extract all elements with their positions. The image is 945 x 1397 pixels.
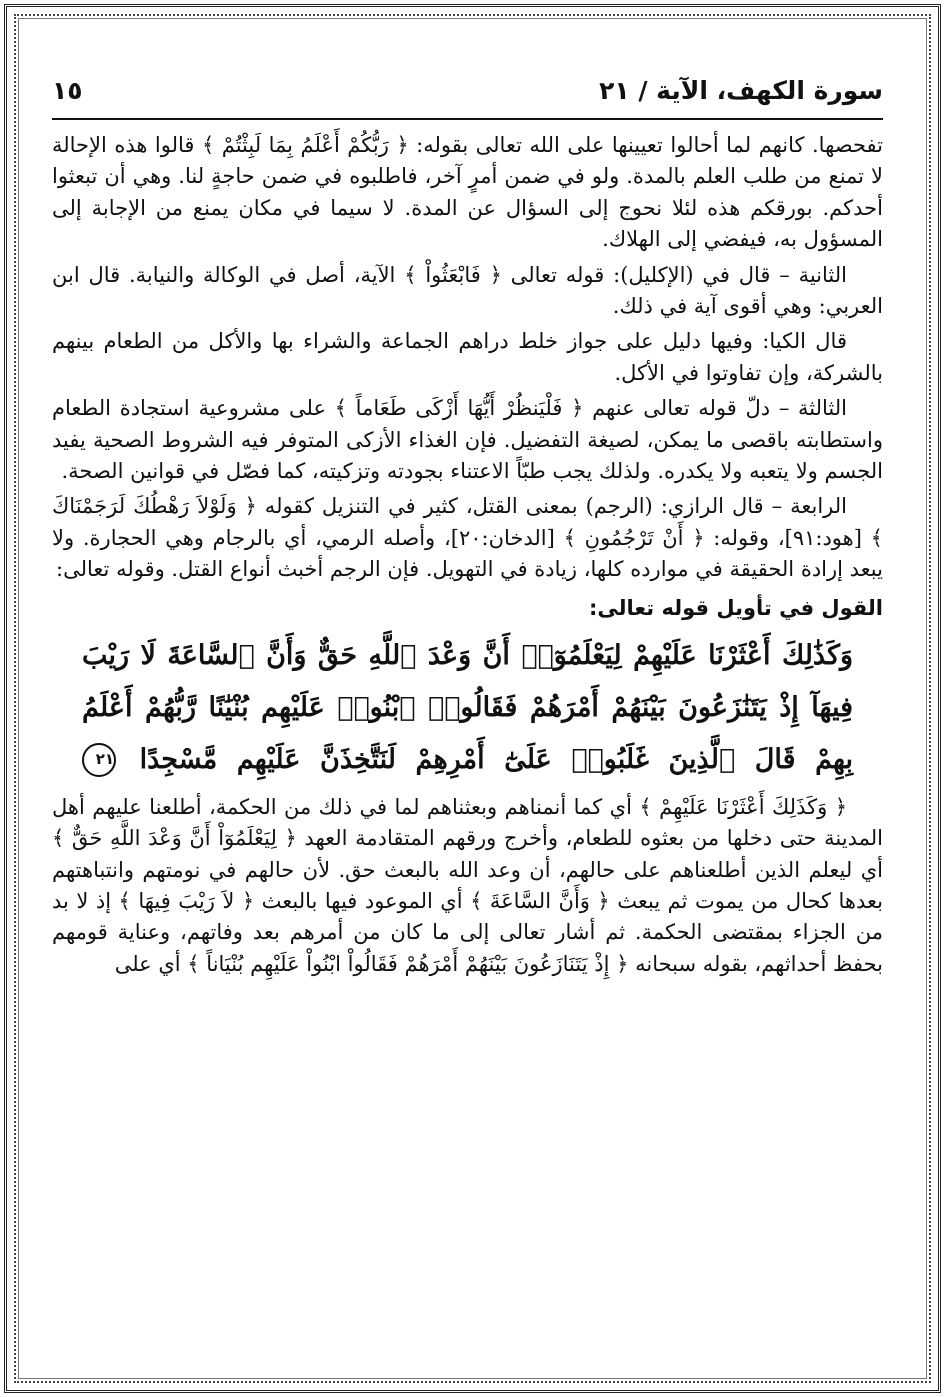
quran-verse-block (82, 630, 853, 786)
quran-verse-text: وَكَذَٰلِكَ أَعْثَرْنَا عَلَيْهِمْ لِيَعْلَمُوٓا۟ أَنَّ وَعْدَ ٱللَّهِ حَقٌّ وَأَنَّ ٱلسَّاعَةَ لَا رَيْبَ فِيهَآ إِذْ يَتَنَٰزَعُونَ بَيْنَهُمْ أَمْرَهُمْ فَقَالُوا۟ ٱبْنُوا۟ عَلَيْهِم بُنْيَٰنًا رَّبُّهُمْ أَعْلَمُ بِهِمْ قَالَ ٱلَّذِينَ غَلَبُوا۟ عَلَىٰٓ أَمْرِهِمْ لَنَتَّخِذَنَّ عَلَيْهِم مَّسْجِدًا (82, 639, 853, 775)
section-heading: القول في تأويل قوله تعالى: (589, 595, 883, 620)
paragraph: تفحصها. كانهم لما أحالوا تعيينها على الله تعالى بقوله: ﴿ رَبُّكُمْ أَعْلَمُ بِمَا لَبِثْتُمْ ﴾ قالوا هذه الإحالة لا تمنع من طلب العلم بالمدة. ولو في ضمن أمرٍ آخر، فاطلبوه في ضمن حاجةٍ لنا. وهي أن تبعثوا أحدكم. بورقكم هذه لئلا نحوج إلى السؤال عن المدة. لا سيما في مكان يمنع من الإجابة إلى المسؤول به، فيفضي إلى الهلاك. (52, 133, 883, 252)
paragraph: ﴿ وَكَذَلِكَ أَعْثَرْنَا عَلَيْهِمْ ﴾ أي كما أنمناهم وبعثناهم لما في ذلك من الحكمة، أطلعنا عليهم أهل المدينة حتى دخلها من بعثوه للطعام، وأخرج ورقهم المتقادمة العهد ﴿ لِيَعْلَمُوٓاْ أَنَّ وَعْدَ اللَّهِ حَقٌّ ﴾ أي ليعلم الذين أطلعناهم على حالهم، أن وعد الله بالبعث حق. لأن حالهم في نومتهم وانتباهتهم بعدها كحال من يموت ثم يبعث ﴿ وَأَنَّ السَّاعَةَ ﴾ أي الموعود فيها بالبعث ﴿ لاَ رَيْبَ فِيهَا ﴾ إذ لا بد من الجزاء بمقتضى الحكمة. ثم أشار تعالى إلى ما كان من أمرهم بعد وفاتهم، وعناية قومهم بحفظ أحداثهم، بقوله سبحانه ﴿ إِذْ يَتَنَازَعُونَ بَيْنَهُمْ أَمْرَهُمْ فَقَالُواْ ابْنُواْ عَلَيْهِم بُنْيَاناً ﴾ أي على (52, 794, 883, 976)
paragraph: قال الكيا: وفيها دليل على جواز خلط دراهم الجماعة والشراء بها والأكل من الطعام بينهم بالشركة، وإن تفاوتوا في الأكل. (52, 329, 883, 385)
ayah-number-marker: ٢١ (82, 743, 116, 777)
page-number: ١٥ (52, 75, 83, 105)
page-content (52, 130, 883, 984)
header-rule (52, 118, 883, 120)
surah-title: سورة الكهف، الآية / ٢١ (599, 75, 883, 105)
book-page (52, 60, 883, 1357)
page-header (52, 70, 883, 110)
paragraph: الرابعة – قال الرازي: (الرجم) بمعنى القتل، كثير في التنزيل كقوله ﴿ وَلَوْلاَ رَهْطُكَ لَرَجَمْنَاكَ ﴾ [هود:٩١]، وقوله: ﴿ أَنْ تَرْجُمُونِ ﴾ [الدخان:٢٠]، وأصله الرمي، أي بالرجام وهي الحجارة. ولا يبعد إرادة الحقيقة في موارده كلها، زيادة في التهويل. فإن الرجم أخبث أنواع القتل. وقوله تعالى: (52, 494, 883, 582)
paragraph: الثانية – قال في (الإكليل): قوله تعالى ﴿ فَابْعَثُواْ ﴾ الآية، أصل في الوكالة والنيابة. قال ابن العربي: وهي أقوى آية في ذلك. (52, 262, 883, 319)
paragraph: الثالثة – دلّ قوله تعالى عنهم ﴿ فَلْيَنظُرْ أَيُّهَا أَزْكَى طَعَاماً ﴾ على مشروعية استجادة الطعام واستطابته باقصى ما يمكن، لصيغة التفضيل. فإن الغذاء الأزكى المتوفر فيه الشروط الصحية يفيد الجسم ولا يتعبه ولا يكدره. ولذلك يجب طبّاً الاعتناء بجودته وتزكيته، كما فصّل في قوانين الصحة. (52, 396, 883, 484)
